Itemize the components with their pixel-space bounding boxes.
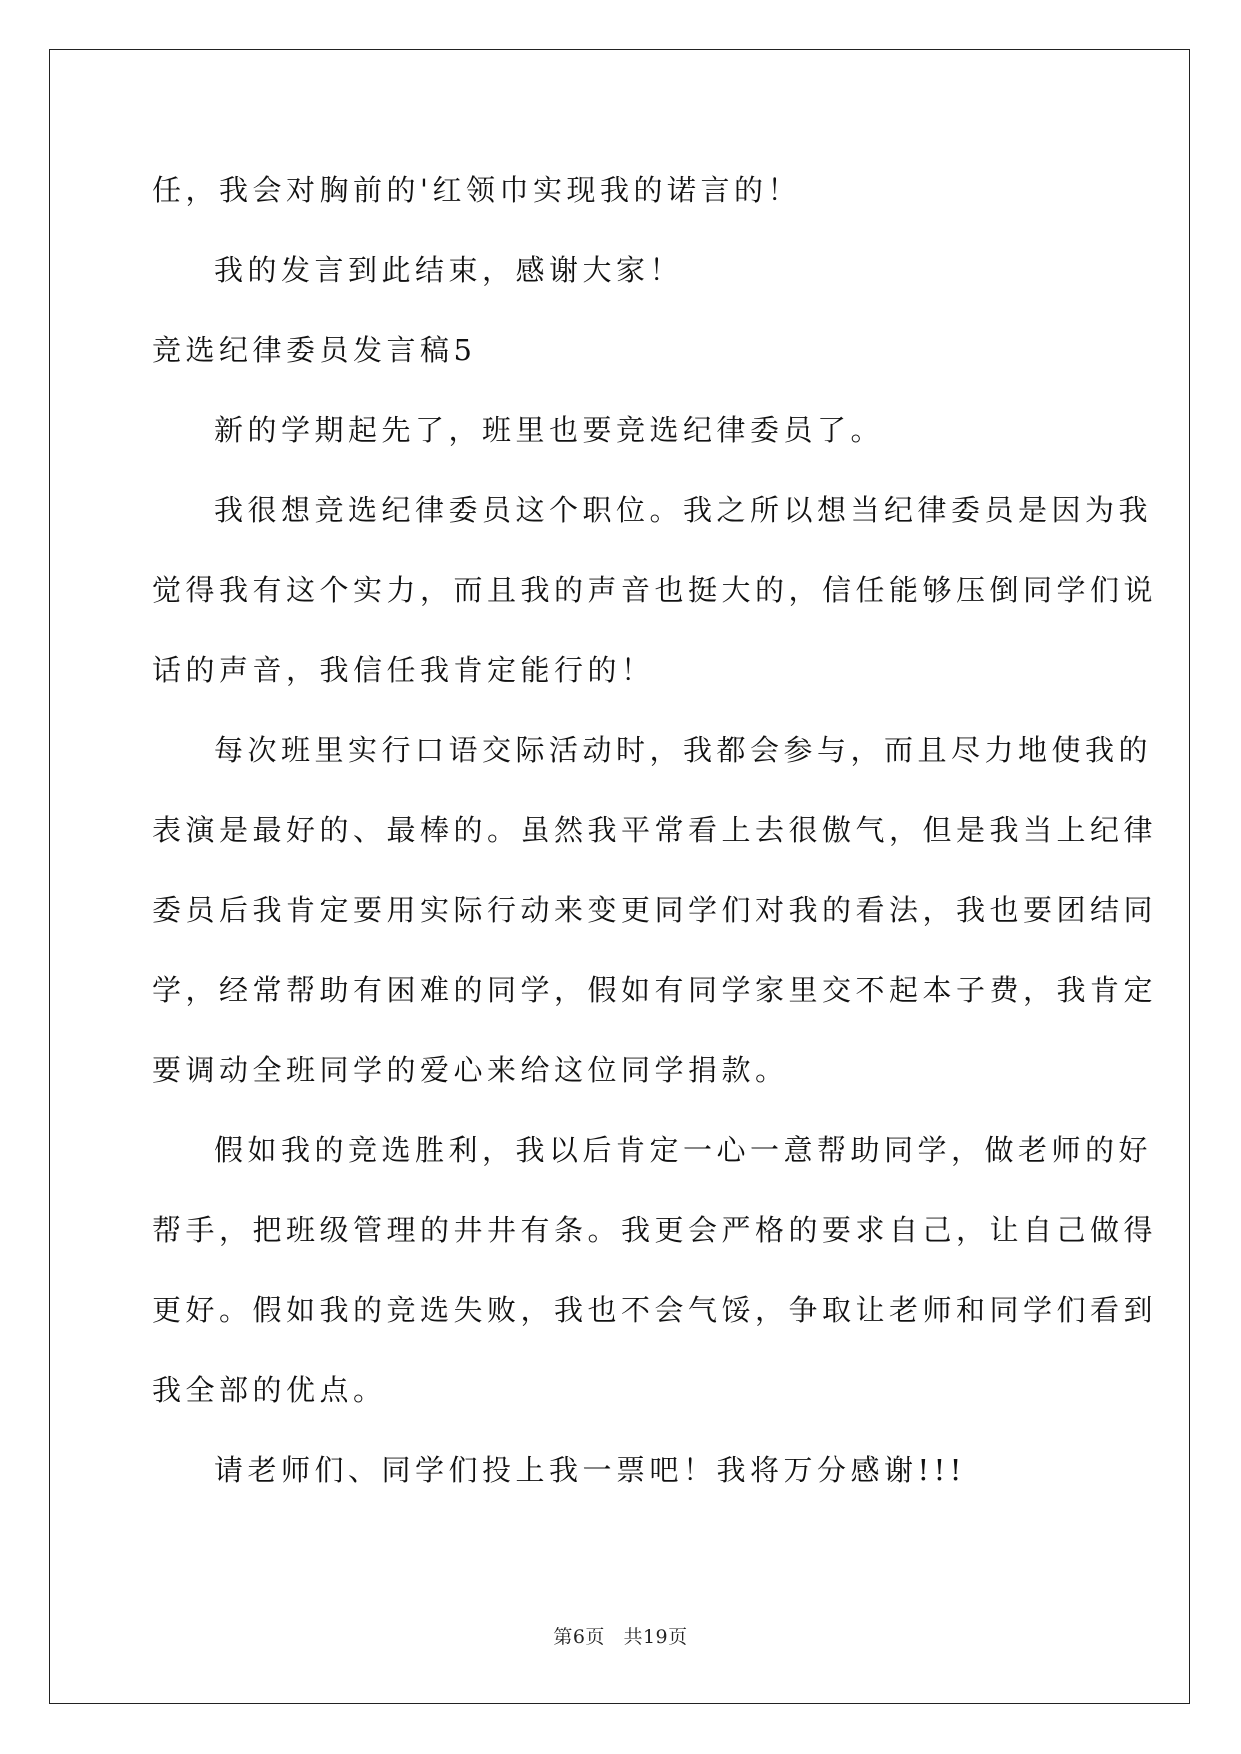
paragraph-line-12: 要调动全班同学的爱心来给这位同学捐款。 [152, 1053, 789, 1087]
current-page-number: 第6页 [553, 1626, 605, 1648]
paragraph-line-16: 我全部的优点。 [152, 1373, 387, 1407]
page-footer [0, 1622, 1241, 1649]
paragraph-line-11: 学，经常帮助有困难的同学，假如有同学家里交不起本子费，我肯定 [152, 973, 1158, 1007]
paragraph-line-9: 表演是最好的、最棒的。虽然我平常看上去很傲气，但是我当上纪律 [152, 813, 1158, 847]
paragraph-line-2: 我的发言到此结束，感谢大家！ [214, 253, 684, 287]
paragraph-line-15: 更好。假如我的竞选失败，我也不会气馁，争取让老师和同学们看到 [152, 1293, 1158, 1327]
paragraph-line-13: 假如我的竞选胜利，我以后肯定一心一意帮助同学，做老师的好 [214, 1133, 1153, 1167]
paragraph-line-7: 话的声音，我信任我肯定能行的！ [152, 653, 655, 687]
document-body [152, 150, 1158, 1510]
paragraph-line-14: 帮手，把班级管理的井井有条。我更会严格的要求自己，让自己做得 [152, 1213, 1158, 1247]
section-heading: 竞选纪律委员发言稿5 [152, 333, 477, 367]
paragraph-line-5: 我很想竞选纪律委员这个职位。我之所以想当纪律委员是因为我 [214, 493, 1153, 527]
paragraph-line-8: 每次班里实行口语交际活动时，我都会参与，而且尽力地使我的 [214, 733, 1153, 767]
paragraph-line-4: 新的学期起先了，班里也要竞选纪律委员了。 [214, 413, 885, 447]
paragraph-line-1: 任，我会对胸前的'红领巾实现我的诺言的！ [152, 173, 801, 207]
paragraph-line-10: 委员后我肯定要用实际行动来变更同学们对我的看法，我也要团结同 [152, 893, 1158, 927]
paragraph-line-17: 请老师们、同学们投上我一票吧！我将万分感谢!!! [214, 1453, 966, 1487]
total-page-count: 共19页 [623, 1626, 688, 1648]
paragraph-line-6: 觉得我有这个实力，而且我的声音也挺大的，信任能够压倒同学们说 [152, 573, 1158, 607]
